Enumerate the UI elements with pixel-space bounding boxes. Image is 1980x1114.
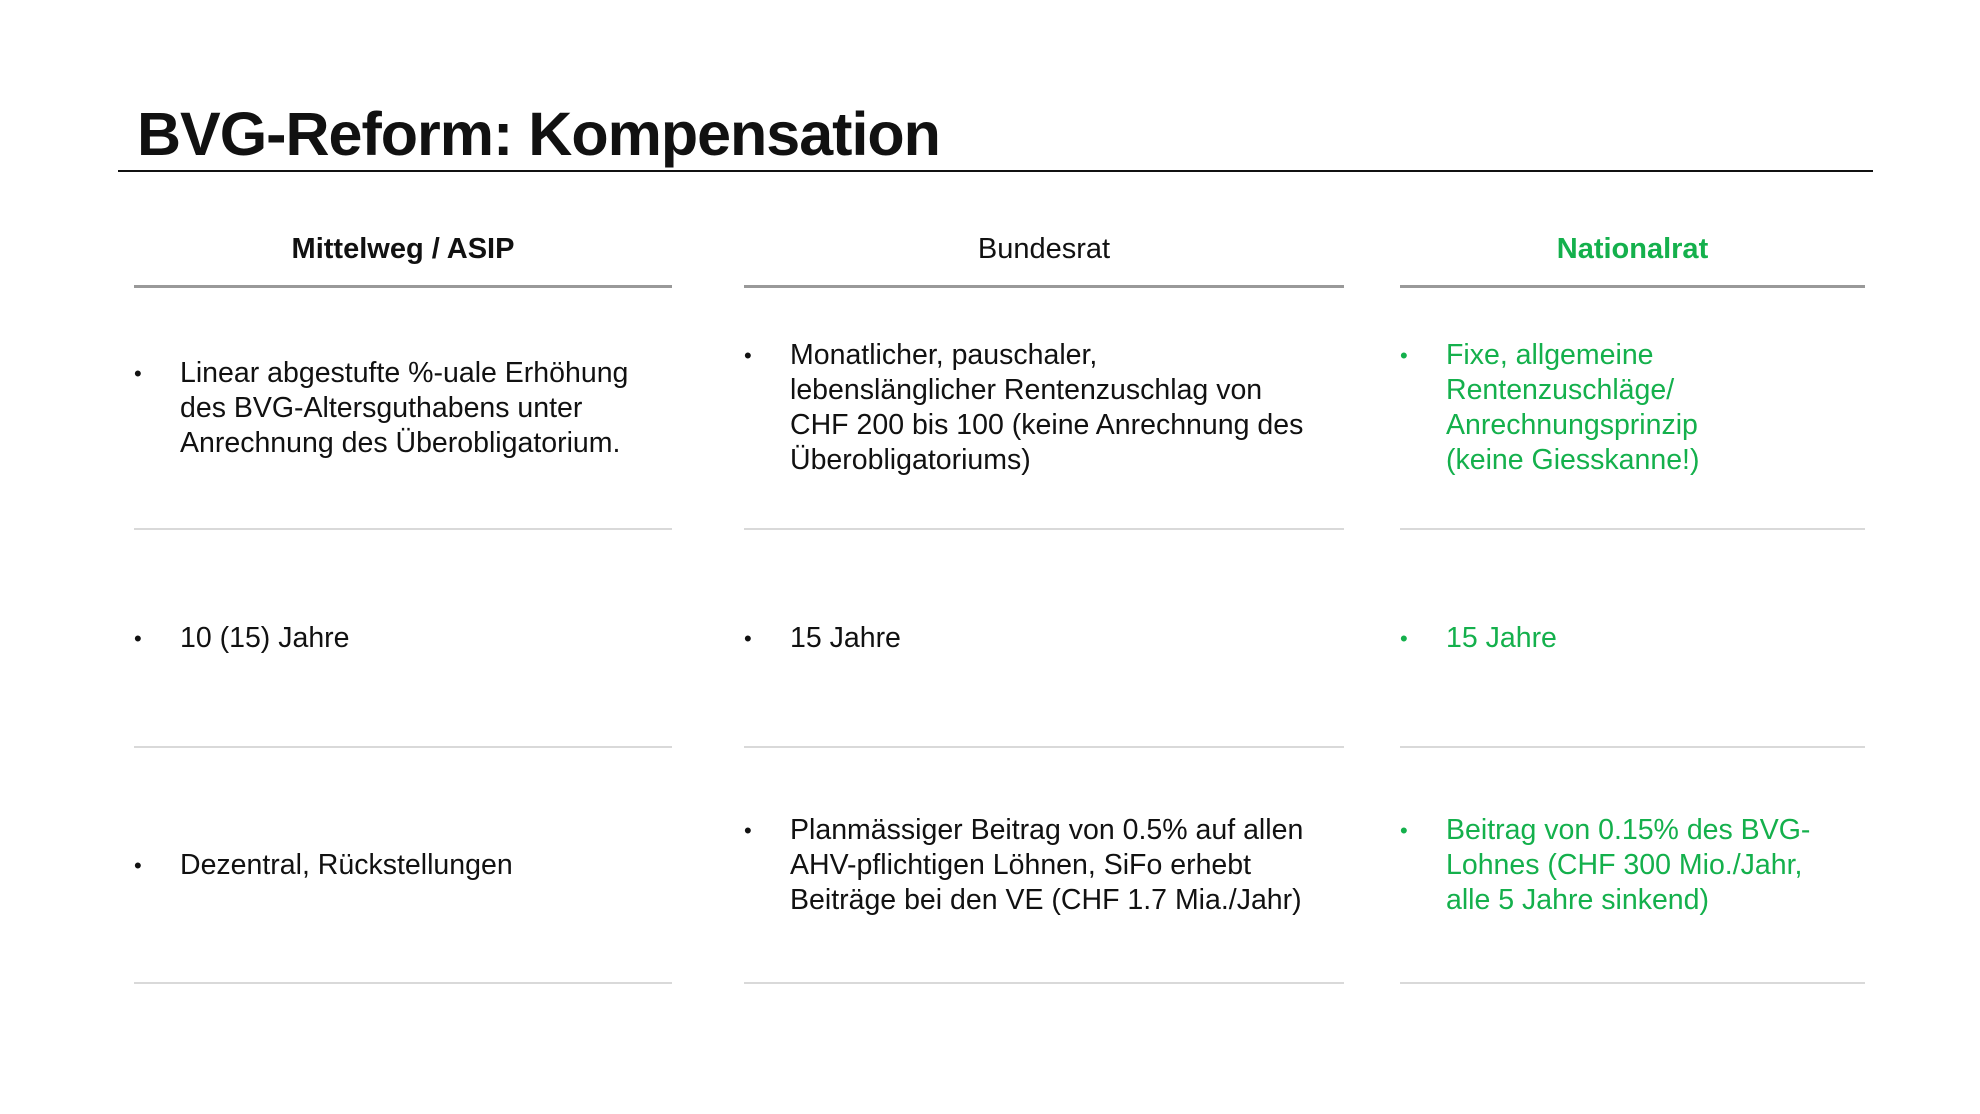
bullet-item	[744, 813, 1303, 918]
table-cell-financing	[1400, 748, 1865, 982]
bullet-item	[744, 338, 1303, 478]
row-divider	[1400, 982, 1865, 984]
row-divider	[744, 982, 1344, 984]
bullet-dot: •	[744, 625, 752, 651]
bullet-dot: •	[1400, 625, 1408, 651]
table-cell-duration	[134, 530, 672, 746]
bullet-dot: •	[744, 343, 752, 368]
table-cell-duration	[744, 530, 1344, 746]
bullet-item	[134, 356, 628, 461]
bullet-text: Linear abgestufte %-uale Erhöhung des BVG-Altersguthabens unter Anrechnung des Überobligatorium.	[180, 356, 629, 459]
bullet-text: Dezentral, Rückstellungen	[180, 848, 513, 881]
bullet-dot: •	[134, 625, 142, 651]
bullet-item	[1400, 813, 1810, 918]
table-cell-compensation	[134, 288, 672, 528]
bullet-text: Monatlicher, pauschaler, lebenslänglicher Rentenzuschlag von CHF 200 bis 100 (keine Anrechnung des Überobligatoriums)	[790, 339, 1304, 476]
column-header-mittelweg-asip: Mittelweg / ASIP	[291, 233, 515, 265]
bullet-text: Beitrag von 0.15% des BVG- Lohnes (CHF 300 Mio./Jahr, alle 5 Jahre sinkend)	[1446, 813, 1811, 916]
bullet-dot: •	[134, 360, 142, 386]
column-header-bundesrat: Bundesrat	[977, 233, 1111, 265]
slide-title: BVG-Reform: Kompensation	[137, 100, 940, 168]
column-header-nationalrat: Nationalrat	[1556, 233, 1709, 265]
title-underline	[118, 170, 1873, 172]
bullet-text: 10 (15) Jahre	[180, 621, 350, 654]
table-cell-financing	[744, 748, 1344, 982]
bullet-dot: •	[744, 817, 752, 843]
bullet-text: 15 Jahre	[1446, 621, 1557, 654]
bullet-dot: •	[1400, 343, 1408, 368]
bullet-text: Fixe, allgemeine Rentenzuschläge/ Anrechnungsprinzip (keine Giesskanne!)	[1446, 339, 1700, 476]
bullet-text: 15 Jahre	[790, 621, 901, 654]
table-cell-financing	[134, 748, 672, 982]
table-cell-compensation	[1400, 288, 1865, 528]
bullet-item	[134, 848, 513, 883]
table-cell-compensation	[744, 288, 1344, 528]
bullet-item	[1400, 621, 1557, 656]
bullet-dot: •	[1400, 817, 1408, 843]
table-cell-duration	[1400, 530, 1865, 746]
bullet-item	[1400, 338, 1699, 478]
bullet-dot: •	[134, 852, 142, 878]
bullet-text: Planmässiger Beitrag von 0.5% auf allen AHV-pflichtigen Löhnen, SiFo erhebt Beiträge bei den VE (CHF 1.7 Mia./Jahr)	[790, 813, 1304, 916]
bullet-item	[134, 621, 350, 656]
bullet-item	[744, 621, 901, 656]
row-divider	[134, 982, 672, 984]
